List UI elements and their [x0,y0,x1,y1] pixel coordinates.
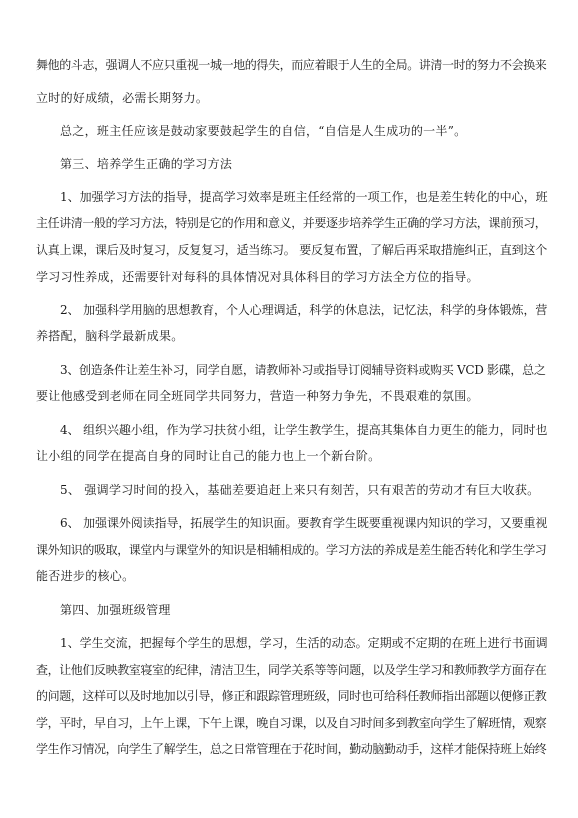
text-line: 认真上课，课后及时复习，反复复习，适当练习。 要反复布置，了解后再采取措施纠正，直到这个 [36,243,548,257]
text-line: 查，让他们反映教室寝室的纪律，清洁卫生，同学关系等等问题，以及学生学习和教师教学方面存在 [36,663,547,677]
text-line: 学生作习情况，向学生了解学生，总之日常管理在于花时间，勤动脑勤动手，这样才能保持班上始终 [36,742,547,756]
text-line: 2、 加强科学用脑的思想教育，个人心理调适，科学的休息法，记忆法，科学的身体锻炼，营 [60,303,548,317]
text-line: 舞他的斗志，强调人不应只重视一城一地的得失，而应着眼于人生的全局。讲清一时的努力不会换来 [36,58,547,72]
text-line: 养搭配，脑科学最新成果。 [36,329,184,343]
text-line: 6、 加强课外阅读指导，拓展学生的知识面。要教育学生既要重视课内知识的学习，又要重视 [60,516,548,530]
text-line: 总之，班主任应该是鼓动家要鼓起学生的自信，“自信是人生成功的一半”。 [60,124,467,138]
text-line: 第四、加强班级管理 [60,603,171,617]
text-line: 课外知识的吸取，课堂内与课堂外的知识是相辅相成的。学习方法的养成是差生能否转化和学生学习 [36,543,547,557]
text-line: 要让他感受到老师在同全班同学共同努力，营造一种努力争先，不畏艰难的氛围。 [36,389,479,403]
text-line: 1、学生交流，把握每个学生的思想，学习，生活的动态。定期或不定期的在班上进行书面调 [60,636,548,650]
text-line: 3、创造条件让差生补习，同学自愿，请教师补习或指导订阅辅导资料或购买 VCD 影碟，总之 [60,363,546,377]
text-line: 4、 组织兴趣小组，作为学习扶贫小组，让学生教学生，提高其集体自力更生的能力，同时也 [60,423,548,437]
text-line: 主任讲清一般的学习方法，特别是它的作用和意义，并要逐步培养学生正确的学习方法，课前预习， [36,216,547,230]
text-line: 让小组的同学在提高自身的同时让自己的能力也上一个新台阶。 [36,449,381,463]
text-line: 5、 强调学习时间的投入，基础差要追赶上来只有刻苦，只有艰苦的劳动才有巨大收获。 [60,483,540,497]
text-line: 学习习性养成，还需要针对每科的具体情况对具体科目的学习方法全方位的指导。 [36,270,479,284]
text-line: 1、加强学习方法的指导，提高学习效率是班主任经常的一项工作，也是差生转化的中心，班 [60,190,548,204]
text-line: 立时的好成绩，必需长期努力。 [36,91,209,105]
text-line: 第三、培养学生正确的学习方法 [60,157,233,171]
text-line: 的问题，这样可以及时地加以引导，修正和跟踪管理班级，同时也可给科任教师指出部题以便修正教 [36,689,547,703]
text-line: 能否进步的核心。 [36,569,135,583]
text-line: 学，平时，早自习，上午上课，下午上课，晚自习课，以及自习时间多到教室向学生了解班情，观察 [36,716,547,730]
